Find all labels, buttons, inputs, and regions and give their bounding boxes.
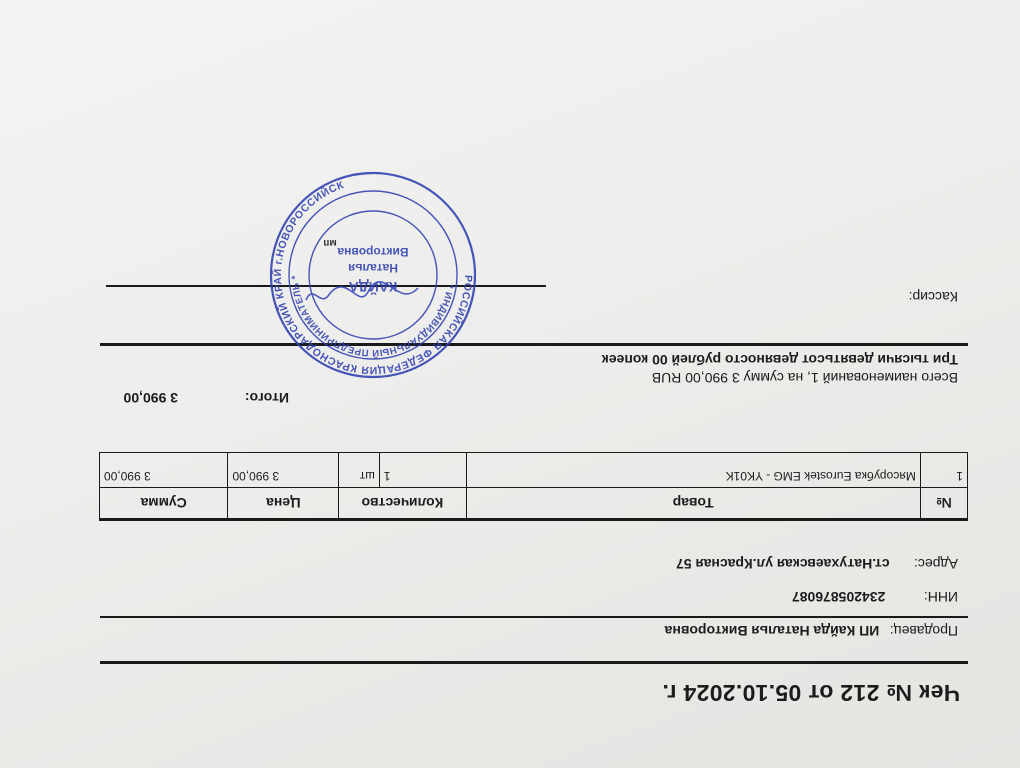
row-number: 1 (920, 453, 967, 488)
address-value: ст.Натухаевская ул.Красная 57 (676, 556, 890, 572)
items-table (99, 452, 968, 521)
amount-in-words: Три тысячи девятьсот девяносто рублей 00 копеек (601, 352, 958, 368)
summary-line: Всего наименований 1, на сумму 3 990,00 RUB (651, 370, 958, 386)
address-label: Адрес: (914, 556, 958, 572)
receipt-date-suffix: г. (662, 680, 677, 706)
col-header-product: Товар (466, 488, 920, 520)
inn-row (792, 587, 958, 605)
stamp-ring-text: * ИНДИВИДУАЛЬНЫЙ ПРЕДПРИНИМАТЕЛЬ * (289, 275, 456, 359)
seller-name: ИП Кайда Наталья Викторовна (664, 623, 880, 639)
stamp-mp: мп (323, 237, 337, 248)
total-value: 3 990,00 (123, 390, 178, 406)
address-row (676, 554, 958, 572)
table-row (100, 453, 968, 488)
summary-underline (100, 344, 968, 347)
col-header-sum: Сумма (100, 488, 228, 520)
receipt-date: 05.10.2024 (683, 680, 802, 706)
row-product-name: Мясорубка Eurostek EMG - YK01K (466, 453, 920, 488)
stamp-center-surname: КАЙДА (348, 279, 398, 295)
stamp-center-name: Наталья (348, 261, 398, 275)
items-table-header (100, 488, 968, 520)
stamp-outer-text: РОССИЙСКАЯ ФЕДЕРАЦИЯ КРАСНОДАРСКИЙ КРАЙ г.НОВОРОССИЙСК (271, 178, 475, 377)
col-header-quantity: Количество (339, 488, 466, 520)
seller-underline (100, 617, 968, 619)
row-sum: 3 990,00 (100, 453, 228, 488)
seller-row (665, 621, 958, 639)
col-header-price: Цена (228, 488, 339, 520)
row-quantity: 1 (379, 453, 466, 488)
stamp-center-patronymic: Викторовна (337, 245, 409, 259)
col-header-number: № (920, 488, 967, 520)
inn-label: ИНН: (923, 589, 958, 605)
total-label: Итого: (244, 390, 289, 406)
receipt-title (662, 679, 960, 706)
receipt-title-prefix: Чек № 212 от (808, 680, 960, 706)
row-price: 3 990,00 (228, 453, 339, 488)
row-unit: шт (339, 453, 380, 488)
seller-label: Продавец: (889, 623, 958, 639)
seal-stamp (268, 170, 478, 380)
cashier-label: Кассир: (908, 289, 958, 305)
title-underline (100, 662, 968, 665)
inn-value: 234205876087 (791, 589, 886, 605)
